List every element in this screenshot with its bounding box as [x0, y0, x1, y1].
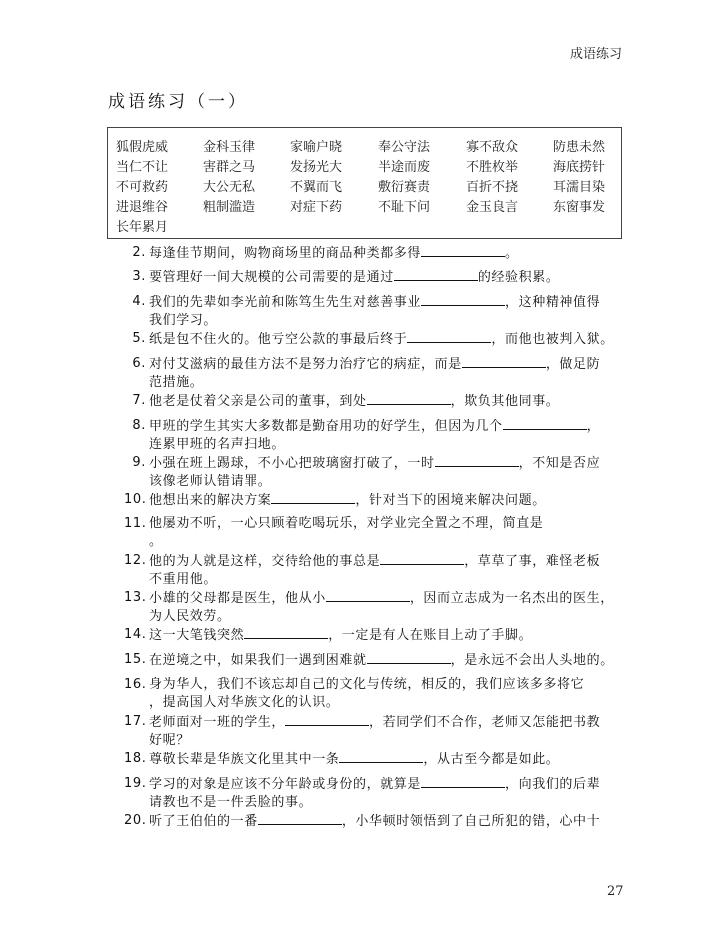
answer-blank[interactable]: [271, 491, 355, 504]
answer-blank[interactable]: [244, 626, 328, 639]
question-text-segment: ，而他也被判入狱。: [491, 332, 614, 347]
answer-blank[interactable]: [462, 355, 546, 368]
question-text: [149, 750, 641, 769]
question-number: 12.: [124, 553, 147, 568]
answer-blank[interactable]: [503, 417, 587, 430]
question-text: [149, 676, 641, 712]
question-number: 2.: [132, 245, 146, 260]
question-text: [149, 330, 641, 349]
question-text-segment: 小雄的父母都是医生，他从小: [149, 591, 326, 606]
question-number: 20.: [124, 813, 147, 828]
question-text-segment: 对付艾滋病的最佳方法不是努力治疗它的病症，而是: [149, 357, 462, 372]
question-line: [149, 330, 641, 349]
question-number: 10.: [124, 492, 147, 507]
question-text-segment: 老师面对一班的学生，: [149, 715, 286, 730]
question-line: [149, 533, 641, 551]
question-text: [149, 775, 641, 812]
question-text-segment: 每逢佳节期间，购物商场里的商品种类都多得: [149, 246, 422, 261]
question-text-segment: 。: [505, 246, 519, 261]
answer-blank[interactable]: [258, 812, 342, 825]
idiom-item: 寡不敌众: [466, 140, 519, 155]
running-header: 成语练习: [569, 47, 622, 62]
question-text-segment: 尊敬长辈是华族文化里其中一条: [149, 752, 340, 767]
question-number: 16.: [124, 677, 147, 692]
idiom-item: 家喻户晓: [290, 140, 343, 155]
question-text: [149, 355, 641, 392]
question-number: 9.: [132, 455, 146, 470]
question-text-segment: ，针对当下的困境来解决问题。: [355, 493, 546, 508]
idiom-item: 耳濡目染: [553, 180, 606, 195]
question-text-segment: 他想出来的解决方案: [149, 493, 272, 508]
question-text-segment: 他的为人就是这样，交待给他的事总是: [149, 554, 381, 569]
question-line: [149, 732, 641, 750]
question-text-segment: 范措施。: [149, 375, 204, 390]
question-text: [149, 589, 641, 626]
idiom-item: 对症下药: [290, 200, 343, 215]
question-line: [149, 775, 641, 794]
idiom-item: 敷衍赛责: [378, 180, 431, 195]
question-line: [149, 293, 641, 312]
question-text-segment: 纸是包不住火的。他亏空公款的事最后终于: [149, 332, 408, 347]
question-line: [149, 392, 641, 411]
idiom-item: 海底捞针: [553, 160, 606, 175]
question-line: [149, 436, 641, 454]
question-text: [149, 515, 641, 551]
question-line: [149, 676, 641, 694]
question-number: 7.: [132, 393, 146, 408]
answer-blank[interactable]: [394, 268, 478, 281]
question-text-segment: 。: [149, 534, 163, 549]
question-line: [149, 812, 641, 831]
question-line: [149, 794, 641, 812]
question-text: [149, 713, 641, 750]
idiom-item: 狐假虎威: [116, 140, 169, 155]
question-line: [149, 571, 641, 589]
question-text-segment: ，小华顿时领悟到了自己所犯的错，心中十: [341, 814, 601, 829]
idiom-item: 东窗事发: [553, 200, 606, 215]
question-number: 5.: [132, 331, 146, 346]
answer-blank[interactable]: [421, 293, 505, 306]
idiom-item: 不耻下问: [378, 200, 431, 215]
idiom-item: 金科玉律: [203, 140, 256, 155]
question-number: 8.: [132, 418, 146, 433]
question-line: [149, 750, 641, 769]
question-text-segment: 他老是仗着父亲是公司的董事，到处: [149, 394, 367, 409]
question-text-segment: 要管理好一间大规模的公司需要的是通过: [149, 270, 394, 285]
question-text: [149, 244, 641, 263]
question-text: [149, 392, 641, 411]
question-line: [149, 651, 641, 670]
question-line: [149, 626, 641, 645]
question-line: [149, 473, 641, 491]
question-line: [149, 374, 641, 392]
question-text: [149, 626, 641, 645]
question-line: [149, 713, 641, 732]
answer-blank[interactable]: [421, 775, 505, 788]
idiom-word-bank: [107, 127, 622, 239]
question-text-segment: 身为华人，我们不该忘却自己的文化与传统，相反的，我们应该多多将它: [149, 677, 585, 692]
answer-blank[interactable]: [339, 750, 423, 763]
question-text-segment: ，若同学们不合作，老师又怎能把书教: [369, 715, 601, 730]
question-line: [149, 694, 641, 712]
question-number: 15.: [124, 652, 147, 667]
idiom-item: 百折不挠: [466, 180, 519, 195]
idiom-item: 当仁不让: [116, 160, 169, 175]
question-line: [149, 589, 641, 608]
question-text-segment: 好呢？: [149, 733, 190, 748]
question-text-segment: 他屡劝不听，一心只顾着吃喝玩乐，对学业完全置之不理，简直是: [149, 516, 544, 531]
idiom-item: 防患未然: [553, 140, 606, 155]
question-text-segment: 连累甲班的名声扫地。: [149, 437, 286, 452]
answer-blank[interactable]: [435, 454, 519, 467]
question-text: [149, 651, 641, 670]
idiom-item: 害群之马: [203, 160, 256, 175]
question-line: [149, 312, 641, 330]
question-line: [149, 454, 641, 473]
question-number: 14.: [124, 627, 147, 642]
question-text: [149, 552, 641, 589]
question-text: [149, 454, 641, 491]
question-text-segment: 该像老师认错请罪。: [149, 474, 272, 489]
question-text-segment: 我们的先辈如李光前和陈笃生先生对慈善事业: [149, 295, 422, 310]
answer-blank[interactable]: [326, 589, 410, 602]
question-number: 3.: [132, 269, 146, 284]
page-number: 27: [607, 884, 624, 899]
question-text-segment: 听了王伯伯的一番: [149, 814, 258, 829]
question-text-segment: ，是永远不会出人头地的。: [450, 653, 614, 668]
question-text-segment: ，草草了事，难怪老板: [464, 554, 601, 569]
question-number: 6.: [132, 356, 146, 371]
idiom-item: 发扬光大: [290, 160, 343, 175]
question-number: 4.: [132, 294, 146, 309]
question-line: [149, 608, 641, 626]
answer-blank[interactable]: [285, 713, 369, 726]
question-text-segment: 小强在班上踢球，不小心把玻璃窗打破了，一时: [149, 456, 435, 471]
question-text-segment: 不重用他。: [149, 572, 218, 587]
idiom-item: 大公无私: [203, 180, 256, 195]
answer-blank[interactable]: [380, 552, 464, 565]
answer-blank[interactable]: [407, 330, 491, 343]
question-line: [149, 515, 641, 533]
question-text: [149, 293, 641, 330]
idiom-item: 进退维谷: [116, 200, 169, 215]
question-text-segment: ，从古至今都是如此。: [423, 752, 560, 767]
question-number: 11.: [124, 516, 147, 531]
question-text-segment: ，向我们的后辈: [505, 777, 601, 792]
answer-blank[interactable]: [421, 244, 505, 257]
question-line: [149, 268, 641, 287]
idiom-item: 半途而废: [378, 160, 431, 175]
idiom-item: 金玉良言: [466, 200, 519, 215]
question-number: 19.: [124, 776, 147, 791]
question-line: [149, 491, 641, 510]
idiom-item: 长年累月: [116, 220, 169, 235]
question-number: 18.: [124, 751, 147, 766]
question-text-segment: 为人民效劳。: [149, 609, 231, 624]
page-title: 成语练习（一）: [108, 92, 248, 112]
question-text-segment: ，这种精神值得: [505, 295, 601, 310]
question-text-segment: 这一大笔钱突然: [149, 628, 245, 643]
question-text: [149, 417, 641, 454]
question-text-segment: 请教也不是一件丢脸的事。: [149, 795, 313, 810]
question-number: 17.: [124, 714, 147, 729]
question-text-segment: ，欺负其他同事。: [450, 394, 560, 409]
question-text-segment: ，: [586, 419, 601, 434]
answer-blank[interactable]: [367, 392, 451, 405]
question-text: [149, 812, 641, 831]
question-line: [149, 244, 641, 263]
question-text: [149, 268, 641, 287]
question-text-segment: 我们学习。: [149, 313, 218, 328]
question-text-segment: ，提高国人对华族文化的认识。: [149, 695, 340, 710]
question-text-segment: ，做足防: [545, 357, 601, 372]
idiom-item: 粗制滥造: [203, 200, 256, 215]
question-text-segment: 甲班的学生其实大多数都是勤奋用功的好学生，但因为几个: [149, 419, 503, 434]
question-text-segment: 在逆境之中，如果我们一遇到困难就: [149, 653, 367, 668]
idiom-item: 奉公守法: [378, 140, 431, 155]
question-number: 13.: [124, 590, 147, 605]
question-text-segment: 的经验积累。: [477, 270, 560, 285]
idiom-item: 不翼而飞: [290, 180, 343, 195]
question-text-segment: ，因而立志成为一名杰出的医生，: [409, 591, 614, 606]
question-text-segment: ，一定是有人在账目上动了手脚。: [328, 628, 533, 643]
idiom-item: 不胜枚举: [466, 160, 519, 175]
question-line: [149, 552, 641, 571]
question-text-segment: ，不知是否应: [518, 456, 601, 471]
answer-blank[interactable]: [367, 651, 451, 664]
idiom-item: 不可救药: [116, 180, 169, 195]
question-line: [149, 355, 641, 374]
question-text-segment: 学习的对象是应该不分年龄或身份的，就算是: [149, 777, 422, 792]
question-text: [149, 491, 641, 510]
question-line: [149, 417, 641, 436]
